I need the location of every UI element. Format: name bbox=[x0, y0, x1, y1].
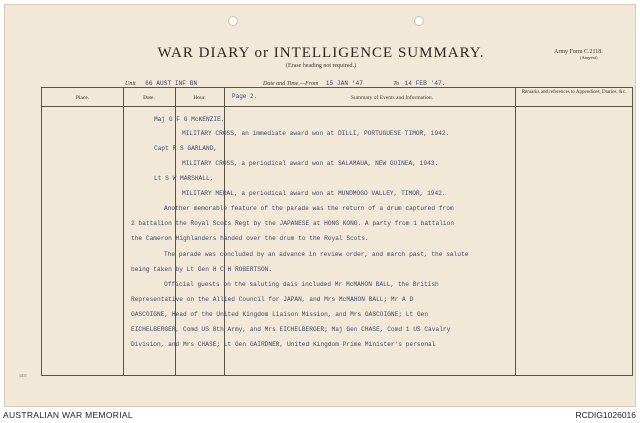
body-line: Lt S W MARSHALL, bbox=[154, 175, 214, 182]
header-rule bbox=[42, 106, 632, 107]
army-form-number: Army Form C.2118. bbox=[554, 49, 603, 55]
body-line: Maj G F G McKENZIE. bbox=[154, 116, 225, 123]
punch-hole-left bbox=[228, 16, 238, 26]
date-to-label: To bbox=[393, 81, 400, 87]
page-title: WAR DIARY or INTELLIGENCE SUMMARY. bbox=[157, 45, 485, 61]
column-header-summary: Summary of Events and Information. bbox=[350, 95, 434, 101]
column-header-place: Place. bbox=[75, 95, 90, 101]
body-line: MILITARY MEDAL, a periodical award won at MUNDMOGO VALLEY, TIMOR, 1942. bbox=[182, 190, 446, 197]
army-form-sub: (Amyent) bbox=[580, 55, 598, 60]
unit-label: Unit bbox=[125, 81, 136, 87]
date-to-value: 14 FEB '47. bbox=[404, 80, 446, 87]
page-number: Page 2. bbox=[232, 93, 258, 100]
body-line: Representative on the Allied Council for JAPAN, and Mrs McMAHON BALL; Mr A D bbox=[131, 296, 414, 303]
army-form-label bbox=[554, 49, 634, 60]
page-subtitle: (Erase heading not required.) bbox=[286, 63, 356, 69]
column-header-hour: Hour. bbox=[193, 95, 206, 101]
date-from-value: 15 JAN '47 bbox=[325, 80, 363, 87]
column-header-date: Date. bbox=[143, 95, 155, 101]
column-divider bbox=[123, 88, 124, 375]
diary-table bbox=[41, 87, 633, 376]
unit-value: 66 AUST INF BN bbox=[145, 80, 198, 87]
body-line: MILITARY CROSS, a periodical award won at SALAMAUA, NEW GUINEA, 1943. bbox=[182, 160, 439, 167]
footer-reference: RCDIG1026016 bbox=[575, 410, 636, 420]
footer-source: AUSTRALIAN WAR MEMORIAL bbox=[3, 410, 133, 420]
body-line: Another memorable feature of the parade was the return of a drum captured from bbox=[164, 205, 454, 212]
body-line: Official guests on the saluting dais included Mr McMAHON BALL, the British bbox=[164, 281, 439, 288]
body-line: EICHELBERGER, Comd US 8th Army, and Mrs EICHELBERGER; Maj Gen CHASE, Comd 1 US Cavalry bbox=[131, 326, 451, 333]
body-line: being taken by Lt Gen H C H ROBERTSON. bbox=[131, 266, 273, 273]
column-divider bbox=[515, 88, 516, 375]
body-line: Division, and Mrs CHASE; Lt Gen GAIRDNER, United Kingdom Prime Minister's personal bbox=[131, 341, 436, 348]
body-line: 2 battalion the Royal Scots Regt by the JAPANESE at HONG KONG. A party from 1 battalion bbox=[131, 220, 455, 227]
body-line: MILITARY CROSS, an immediate award won at DILLI, PORTUGUESE TIMOR, 1942. bbox=[182, 130, 450, 137]
body-line: the Cameron Highlanders handed over the drum to the Royal Scots. bbox=[131, 235, 369, 242]
column-header-remarks: Remarks and references to Appendices, Diaries, &c. bbox=[521, 90, 627, 95]
body-line: The parade was concluded by an advance in review order, and march past, the salute bbox=[164, 251, 469, 258]
date-label: Date and Time.—From bbox=[263, 81, 319, 87]
print-code: 1411 bbox=[19, 373, 27, 378]
punch-hole-right bbox=[414, 16, 424, 26]
body-line: GASCOIGNE, Head of the United Kingdom Liaison Mission, and Mrs GASCOIGNE; Lt Gen bbox=[131, 311, 429, 318]
body-line: Capt R S GARLAND, bbox=[154, 145, 218, 152]
diary-sheet bbox=[4, 4, 636, 407]
